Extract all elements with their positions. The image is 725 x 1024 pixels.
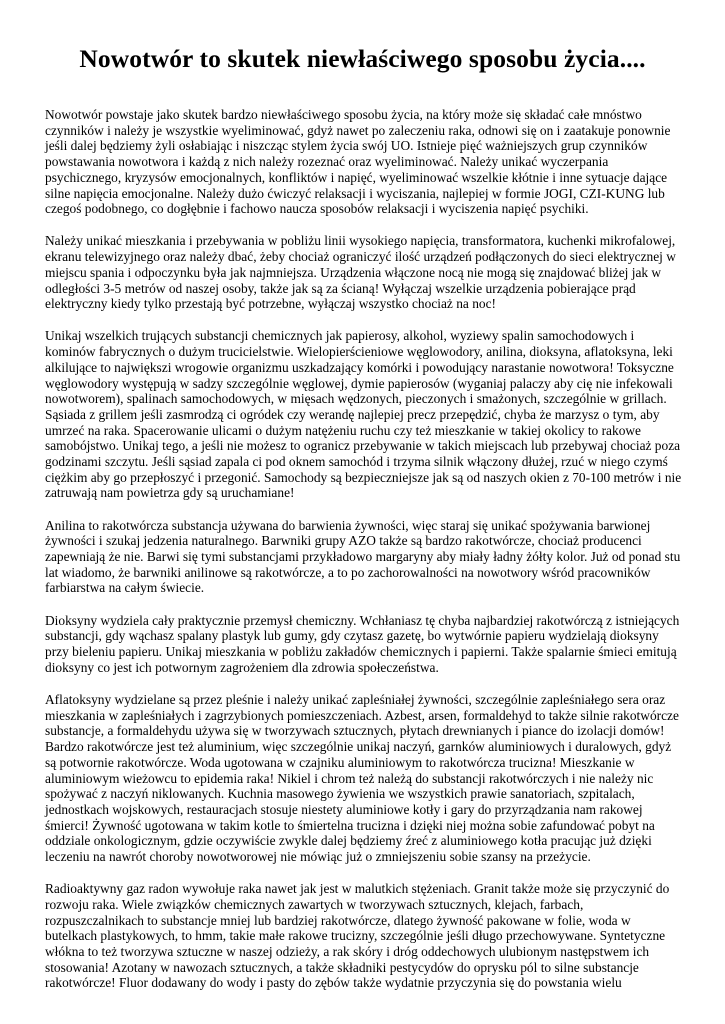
paragraph-aflatoxins-metals: Aflatoksyny wydzielane są przez pleśnie i należy unikać zapleśniałej żywności, szczególnie zapleśniałego sera oraz mieszkania w zapleśniałych i zagrzybionych pomieszczeniach. Azbest, arsen, formaldehyd to także silnie rakotwórcze substancje, a formaldehydu używa się w tworzywach sztucznych, płytach drewnianych i piance do izolacji domów! Bardzo rakotwórcze jest też aluminium, więc szczególnie unikaj naczyń, garnków aluminiowych i duralowych, gdyż są potwornie rakotwórcze. Woda ugotowana w czajniku aluminiowym to rakotwórcza trucizna! Mieszkanie w aluminiowym wieżowcu to epidemia raka! Nikiel i chrom też należą do substancji rakotwórczych i nie należy nic spożywać z naczyń niklowanych. Kuchnia masowego żywienia we wszystkich prawie sanatoriach, szpitalach, jednostkach wojskowych, restauracjach stosuje niestety aluminiowe kotły i gary do przyrządzania nam rakowej śmierci! Żywność ugotowana w takim kotle to śmiertelna trucizna i dzięki niej można sobie zafundować pobyt na oddziale onkologicznym, gdzie oczywiście zwykle dalej będziemy źreć z aluminiowego kotła pracując już dzięki leczeniu na nawrót choroby nowotworowej nie mówiąc już o zmniejszeniu sobie szansy na przeżycie. xyxy=(45,692,679,865)
paragraph-dioxins: Dioksyny wydziela cały praktycznie przemysł chemiczny. Wchłaniasz tę chyba najbardziej rakotwórczą z istniejących substancji, gdy wąchasz spalany plastyk lub gumy, gdy czytasz gazetę, bo wytwórnie papieru wydzielają dioksyny przy bieleniu papieru. Unikaj mieszkania w pobliżu zakładów chemicznych i papierni. Także spalarnie śmieci emitują dioksyny co jest ich potwornym zagrożeniem dla zdrowia społeczeństwa. xyxy=(45,612,680,675)
paragraph-radon-plastics: Radioaktywny gaz radon wywołuje raka nawet jak jest w malutkich stężeniach. Granit także może się przyczynić do rozwoju raka. Wiele związków chemicznych zawartych w tworzywach sztucznych, klejach, farbach, rozpuszczalnikach to substancje mniej lub bardziej rakotwórcze, dlatego żywność pakowane w folie, woda w butelkach plastykowych, to hmm, takie małe rakowe trucizny, szczególnie jeśli długo przechowywane. Syntetyczne włókna to też tworzywa sztuczne w naszej odzieży, a rak skóry i dróg oddechowych ulubionym następstwem ich stosowania! Azotany w nawozach sztucznych, a także składniki pestycydów do oprysku pól to silne substancje rakotwórcze! Fluor dodawany do wody i pasty do zębów także wydatnie przyczynia się do powstania wielu xyxy=(45,881,670,991)
page-title: Nowotwór to skutek niewłaściwego sposobu życia.... xyxy=(79,44,646,73)
paragraph-toxic-substances: Unikaj wszelkich trujących substancji chemicznych jak papierosy, alkohol, wyziewy spalin samochodowych i kominów fabrycznych o dużym trucicielstwie. Wielopierścieniowe węglowodory, anilina, dioksyna, aflatoksyna, leki alkilujące to największi wrogowie organizmu uszkadzający komórki i powodujący narastanie nowotwora! Toksyczne węglowodory występują w sadzy szczególnie węglowej, dymie papierosów (wyganiaj palaczy aby cię nie infekowali nowotworem), spalinach samochodowych, w mięsach wędzonych, pieczonych i smażonych, szczególnie w grillach. Sąsiada z grillem jeśli zasmrodzą ci ogródek czy werandę najlepiej precz przepędzić, chyba że marzysz o tym, aby umrzeć na raka. Spacerowanie ulicami o dużym natężeniu ruchu czy też mieszkanie w takiej okolicy to rakowe samobójstwo. Unikaj tego, a jeśli nie możesz to ogranicz przebywanie w takich miejscach lub przebywaj chociaż poza godzinami szczytu. Jeśli sąsiad zapala ci pod oknem samochód i trzyma silnik włączony dłużej, rzuć w niego czymś ciężkim aby go przepłoszyć i przegonić. Samochody są bezpieczniejsze jak są od naszych okien z 70-100 metrów i nie zatruwają nam powietrza gdy są uruchamiane! xyxy=(45,328,682,501)
paragraph-electromagnetic-fields: Należy unikać mieszkania i przebywania w pobliżu linii wysokiego napięcia, transformatora, kuchenki mikrofalowej, ekranu telewizyjnego oraz należy dbać, żeby chociaż ograniczyć ilość urządzeń podłączonych do sieci elektrycznej w miejscu spania i odpoczynku była jak najmniejsza. Urządzenia włączone nocą nie mogą się znajdować bliżej jak w odległości 3-5 metrów od naszej osoby, także jak są za ścianą! Wyłączaj wszelkie urządzenia pobierające prąd elektryczny kiedy tylko przestają być potrzebne, wyłączaj wszystko chociaż na noc! xyxy=(45,233,676,312)
paragraph-aniline-dyes: Anilina to rakotwórcza substancja używana do barwienia żywności, więc staraj się unikać spożywania barwionej żywności i szukaj jedzenia naturalnego. Barwniki grupy AZO także są bardzo rakotwórcze, chociaż producenci zapewniają że nie. Barwi się tymi substancjami przykładowo margaryny aby miały ładny żółty kolor. Już od ponad stu lat wiadomo, że barwniki anilinowe są rakotwórcze, a to po zachorowalności na nowotwory wśród pracowników farbiarstwa na całym świecie. xyxy=(45,517,681,596)
article-body xyxy=(45,107,685,1008)
paragraph-psychological-factors: Nowotwór powstaje jako skutek bardzo niewłaściwego sposobu życia, na który może się składać całe mnóstwo czynników i należy je wszystkie wyeliminować, gdyż nawet po zaleczeniu raka, odnowi się on i zaatakuje ponownie jeśli dalej będziemy żyli osłabiając i niszcząc stylem życia swój UO. Istnieje pięć ważniejszych grup czynników powstawania nowotwora i każdą z nich należy rozeznać oraz wyeliminować. Należy unikać wyczerpania psychicznego, kryzysów emocjonalnych, konfliktów i napięć, wyeliminować wszelkie kłótnie i inne sytuacje dające silne napięcia emocjonalne. Należy dużo ćwiczyć relaksacji i wyciszania, najlepiej w formie JOGI, CZI-KUNG lub czegoś podobnego, co dogłębnie i fachowo naucza sposobów relaksacji i wyciszenia napięć psychiki. xyxy=(45,107,671,217)
